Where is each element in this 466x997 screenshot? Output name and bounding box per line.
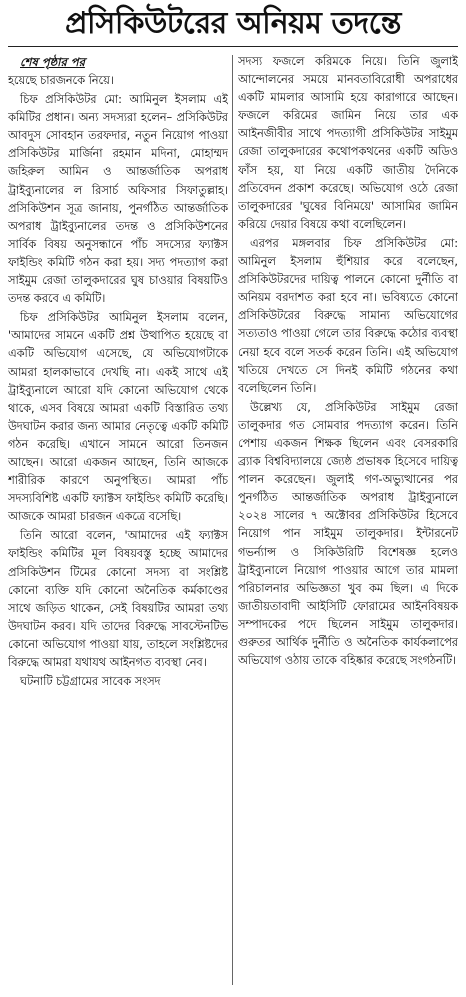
paragraph: সদস্য ফজলে করিমকে নিয়ে। তিনি জুলাই আন্দোলনের সময়ে মানবতাবিরোধী অপরাধের একটি মামলার আসামি হয়ে কারাগারে আছেন। ফজলে করিমের জামিন নিয়ে তার এক আইনজীবীর সাথে পদত্যাগী প্রসিকিউটর সাইমুম রেজা তালুকদারের কথোপকথনের একটি অডিও ফাঁস হয়, যা নিয়ে একটি জাতীয় দৈনিকে প্রতিবেদন প্রকাশ করেছে। অভিযোগ ওঠে রেজা তালুকদারের 'ঘুষের বিনিময়ে' আসামির জামিন করিয়ে দেয়ার বিষয়ে কথা বলেছিলেন। [238, 55, 458, 231]
article-headline: প্রসিকিউটরের অনিয়ম তদন্তে [65, 6, 401, 41]
paragraph: এরপর মঙ্গলবার চিফ প্রসিকিউটর মো: আমিনুল ইসলাম হুঁশিয়ার করে বলেছেন, প্রসিকিউটরদের দায়িত্ব পালনে কোনো দুর্নীতি বা অনিয়ম বরদাশত করা হবে না। ভবিষ্যতে কোনো প্রসিকিউটরের বিরুদ্ধে সামান্য অভিযোগের সত্যতাও পাওয়া গেলে তার বিরুদ্ধে কঠোর ব্যবস্থা নেয়া হবে বলে সতর্ক করেন তিনি। এই অভিযোগ খতিয়ে দেখতে সে দিনই কমিটি গঠনের কথা বলেছিলেন তিনি। [238, 236, 458, 395]
paragraph: ঘটনাটি চট্টগ্রামের সাবেক সংসদ [20, 675, 161, 689]
column-divider [232, 55, 233, 985]
paragraph: চিফ প্রসিকিউটর মো: আমিনুল ইসলাম এই কমিটির প্রধান। অন্য সদস্যরা হলেন– প্রসিকিউটর আবদুস সোবহান তরফদার, নতুন নিয়োগ পাওয়া প্রসিকিউটর মার্জিনা রহমান মদিনা, মোহাম্মদ জহিরুল আমিন ও আন্তর্জাতিক অপরাধ ট্রাইব্যুনালের ল রিসার্চ অফিসার সিফাতুল্লাহ। প্রসিকিউশন সূত্র জানায়, পুনর্গঠিত আন্তর্জাতিক অপরাধ ট্রাইব্যুনালের তদন্ত ও প্রসিকিউশনের সার্বিক বিষয় অনুসন্ধানে পাঁচ সদস্যের ফ্যাক্টস ফাইন্ডিং কমিটি গঠন করা হয়। সদ্য পদত্যাগ করা সাইমুম রেজা তালুকদারের ঘুষ চাওয়ার বিষয়টিও তদন্ত করবে এ কমিটি। [8, 93, 228, 306]
left-column [8, 53, 228, 993]
article-body [8, 53, 458, 993]
paragraph: হয়েছে চারজনকে নিয়ে। [8, 74, 114, 87]
headline-rule [8, 46, 458, 47]
paragraph: উল্লেখ্য যে, প্রসিকিউটর সাইমুম রেজা তালুকদার গত সোমবার পদত্যাগ করেন। তিনি পেশায় একজন শিক্ষক ছিলেন এবং বেসরকারি ব্র্যাক বিশ্ববিদ্যালয়ে জ্যেষ্ঠ প্রভাষক হিসেবে দায়িত্ব পালন করেছেন। জুলাই গণ-অভ্যুত্থানের পর পুনর্গঠিত আন্তর্জাতিক অপরাধ ট্রাইব্যুনালে ২০২৪ সালের ৭ অক্টোবর প্রসিকিউটর হিসেবে নিয়োগ পান সাইমুম তালুকদার। ইন্টারনেট গভর্ন্যান্স ও সিকিউরিটি বিশেষজ্ঞ হলেও ট্রাইব্যুনালে নিয়োগ পাওয়ার আগে তার মামলা পরিচালনার অভিজ্ঞতা খুব কম ছিল। এ দিকে জাতীয়তাবাদী আইসিটি ফোরামের আইনবিষয়ক সম্পাদকের পদে ছিলেন সাইমুম তালুকদার। গুরুতর আর্থিক দুর্নীতি ও অনৈতিক কার্যকলাপের অভিযোগ ওঠায় তাকে বহিষ্কার করেছে সংগঠনটি। [238, 400, 458, 668]
continuation-label: শেষ পৃষ্ঠার পর [20, 55, 85, 69]
right-column [238, 53, 458, 993]
paragraph: তিনি আরো বলেন, 'আমাদের এই ফ্যাক্টস ফাইন্ডিং কমিটির মূল বিষয়বস্তু হচ্ছে আমাদের প্রসিকিউশন টিমের কোনো সদস্য বা সংশ্লিষ্ট কোনো ব্যক্তি যদি কোনো অনৈতিক কর্মকাণ্ডের সাথে জড়িত থাকেন, সেই বিষয়টির আমরা তথ্য উদঘাটন করব। যদি তাদের বিরুদ্ধে সাবস্টেনটিভ কোনো অভিযোগ পাওয়া যায়, তাহলে সংশ্লিষ্টদের বিরুদ্ধে আমরা যথাযথ আইনগত ব্যবস্থা নেব। [8, 529, 228, 669]
paragraph: চিফ প্রসিকিউটর আমিনুল ইসলাম বলেন, 'আমাদের সামনে একটি প্রশ্ন উত্থাপিত হয়েছে বা একটি অভিযোগ এসেছে, যে অভিযোগটাকে আমরা হালকাভাবে দেখছি না। একই সাথে এই ট্রাইব্যুনালে আরো যদি কোনো অভিযোগ থেকে থাকে, এসব বিষয়ে আমরা একটি বিস্তারিত তথ্য উদঘাটন করার জন্য আমার নেতৃত্বে একটি কমিটি গঠন করেছি। এখানে সামনে আরো তিনজন আছেন। আরো একজন আছেন, তিনি আজকে শারীরিক কারণে অনুপস্থিত। আমরা পাঁচ সদস্যবিশিষ্ট একটি ফ্যাক্টস ফাইন্ডিং কমিটি করেছি। আজকে আমরা চারজন একত্রে বসেছি। [8, 311, 228, 524]
